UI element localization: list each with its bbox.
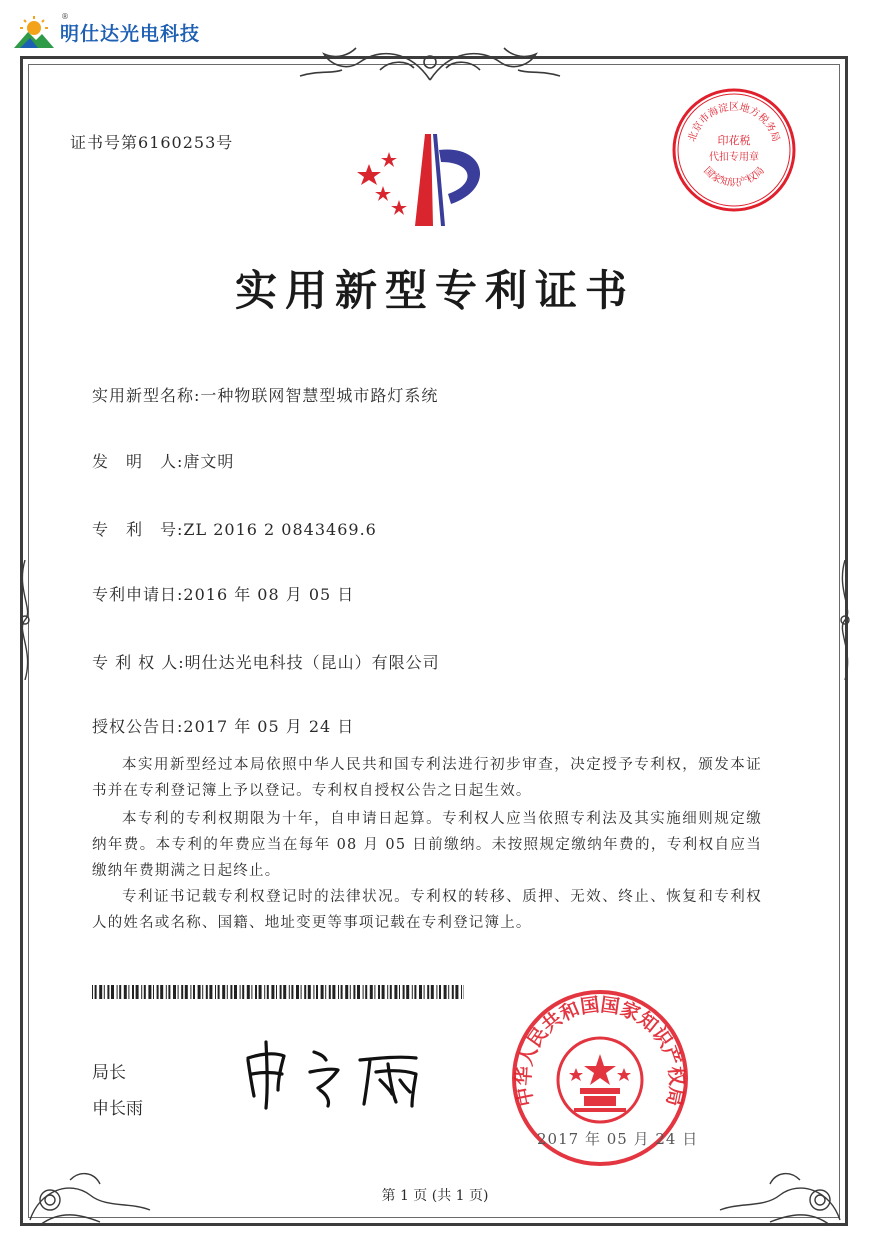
right-side-ornament: [834, 560, 856, 680]
field-label: 实用新型名称:: [92, 386, 201, 405]
barcode-bar: [144, 985, 146, 999]
barcode-bar: [215, 985, 216, 999]
body-paragraph-grant: 本实用新型经过本局依照中华人民共和国专利法进行初步审查，决定授予专利权，颁发本证书并在专利登记簿上予以登记。专利权自授权公告之日起生效。: [92, 757, 762, 799]
field-label: 专 利 权 人:: [92, 653, 185, 672]
barcode-bar: [240, 985, 241, 999]
barcode-bar: [271, 985, 274, 999]
barcode-bar: [193, 985, 195, 999]
barcode-bar: [117, 985, 118, 999]
barcode-bar: [329, 985, 331, 999]
field-publication-date: [92, 714, 354, 737]
registered-mark: ®: [61, 12, 69, 21]
barcode-bar: [301, 985, 302, 999]
certificate-number-value: 6160253: [138, 133, 217, 152]
barcode-bar: [345, 985, 348, 999]
barcode-bar: [119, 985, 121, 999]
barcode-bar: [99, 985, 102, 999]
barcode-bar: [357, 985, 360, 999]
barcode-bar: [166, 985, 167, 999]
barcode-bar: [382, 985, 385, 999]
page-number: 第 1 页 (共 1 页): [381, 1188, 489, 1204]
barcode-bar: [227, 985, 228, 999]
barcode-bar: [230, 985, 232, 999]
barcode-bar: [178, 985, 179, 999]
director-title: 局长: [92, 1063, 126, 1083]
barcode-bar: [406, 985, 409, 999]
field-patent-number: [92, 517, 377, 540]
barcode-bar: [202, 985, 203, 999]
barcode-bar: [198, 985, 201, 999]
barcode-bar: [350, 985, 351, 999]
barcode-bar: [242, 985, 244, 999]
certificate-number-suffix: 号: [216, 133, 234, 152]
barcode-bar: [444, 985, 447, 999]
barcode-bar: [255, 985, 257, 999]
certificate-number-label: 证书号第: [70, 133, 139, 152]
barcode-bar: [234, 985, 237, 999]
barcode-bar: [276, 985, 277, 999]
barcode-bar: [316, 985, 318, 999]
barcode-bar: [452, 985, 454, 999]
field-label: 发 明 人:: [92, 452, 184, 471]
barcode-bar: [332, 985, 335, 999]
barcode-bar: [222, 985, 225, 999]
field-value: 明仕达光电科技（昆山）有限公司: [184, 653, 440, 672]
barcode-bar: [267, 985, 269, 999]
barcode-bar: [157, 985, 159, 999]
barcode-bar: [128, 985, 129, 999]
barcode-bar: [185, 985, 188, 999]
seal-arc-text: 中华人民共和国国家知识产权局: [512, 993, 688, 1109]
barcode-bar: [206, 985, 208, 999]
barcode-bar: [448, 985, 449, 999]
director-signature: [240, 1030, 440, 1110]
svg-text:国家知识产权局: [701, 165, 766, 189]
barcode-bar: [427, 985, 429, 999]
barcode-bar: [132, 985, 134, 999]
field-value: 2017 年 05 月 24 日: [183, 717, 355, 736]
field-value: 唐文明: [183, 452, 235, 471]
barcode-bar: [247, 985, 250, 999]
patent-office-emblem-icon: [355, 130, 500, 230]
barcode-bar: [313, 985, 314, 999]
field-inventor: [92, 449, 234, 472]
barcode-bar: [107, 985, 109, 999]
barcode-bar: [190, 985, 191, 999]
barcode-bar: [111, 985, 114, 999]
barcode-bar: [124, 985, 127, 999]
barcode-bar: [141, 985, 142, 999]
barcode-bar: [365, 985, 367, 999]
barcode-bar: [181, 985, 183, 999]
barcode-bar: [308, 985, 311, 999]
field-value: 一种物联网智慧型城市路灯系统: [200, 386, 439, 405]
barcode-bar: [387, 985, 388, 999]
barcode-bar: [399, 985, 400, 999]
barcode-bar: [363, 985, 364, 999]
barcode-bar: [338, 985, 339, 999]
company-logo: [12, 14, 200, 50]
barcode-bar: [160, 985, 163, 999]
barcode-bar: [325, 985, 326, 999]
barcode-bar: [259, 985, 262, 999]
barcode-bar: [403, 985, 405, 999]
barcode-bar: [394, 985, 397, 999]
barcode-bar: [280, 985, 282, 999]
field-value: 2016 年 08 月 05 日: [183, 585, 355, 604]
barcode-bar: [436, 985, 437, 999]
barcode-bar: [289, 985, 290, 999]
barcode-bar: [419, 985, 422, 999]
tax-stamp-seal: [670, 86, 798, 214]
barcode-bar: [304, 985, 306, 999]
barcode-bar: [378, 985, 380, 999]
barcode-bar: [136, 985, 139, 999]
barcode-bar: [341, 985, 343, 999]
tax-seal-top-text: 北京市海淀区地方税务局: [686, 102, 782, 144]
barcode-bar: [264, 985, 265, 999]
barcode-bar: [296, 985, 299, 999]
seal-date: 2017 年 05 月 24 日: [537, 1130, 699, 1148]
barcode-bar: [353, 985, 355, 999]
barcode-bar: [153, 985, 154, 999]
director-name: 申长雨: [92, 1099, 143, 1119]
barcode-bar: [424, 985, 425, 999]
field-value: ZL 2016 2 0843469.6: [183, 520, 377, 539]
barcode-bar: [148, 985, 151, 999]
barcode-bar: [291, 985, 293, 999]
barcode-bar: [412, 985, 413, 999]
body-paragraph-term: 本专利的专利权期限为十年，自申请日起算。专利权人应当依照专利法及其实施细则规定缴纳年费。本专利的年费应当在每年 08 月 05 日前缴纳。未按照规定缴纳年费的，专利权自应当缴纳年费期满之日起终止。: [92, 811, 762, 879]
barcode-bar: [95, 985, 97, 999]
body-paragraph-legal-status: 专利证书记载专利权登记时的法律状况。专利权的转移、质押、无效、终止、恢复和专利权人的姓名或名称、国籍、地址变更等事项记载在专利登记簿上。: [92, 889, 762, 931]
tax-seal-center-line2: 代扣专用章: [709, 152, 759, 163]
certificate-title: 实用新型专利证书: [234, 266, 635, 315]
tax-seal-center-line1: 印花税: [717, 134, 751, 147]
barcode-bar: [431, 985, 434, 999]
barcode-bar: [218, 985, 220, 999]
top-ornament: [280, 40, 580, 88]
barcode-bar: [370, 985, 373, 999]
barcode-bar: [321, 985, 324, 999]
barcode-bar: [251, 985, 252, 999]
sun-mountain-logo-icon: [12, 14, 56, 50]
barcode-bar: [455, 985, 458, 999]
barcode-bar: [168, 985, 170, 999]
certificate-number: [70, 130, 233, 153]
barcode-bar: [374, 985, 375, 999]
national-emblem-icon: [558, 1038, 642, 1122]
field-label: 专利申请日:: [92, 585, 184, 604]
field-utility-model-name: [92, 383, 438, 406]
field-patentee: [92, 650, 440, 673]
barcode-bar: [414, 985, 416, 999]
field-label: 专 利 号:: [92, 520, 184, 539]
left-side-ornament: [14, 560, 36, 680]
field-filing-date: [92, 582, 354, 605]
company-name: 明仕达光电科技: [60, 22, 201, 45]
barcode-bar: [104, 985, 105, 999]
barcode-bar: [390, 985, 392, 999]
barcode-bar: [283, 985, 286, 999]
barcode: [92, 985, 464, 999]
tax-seal-bottom-text: 国家知识产权局: [701, 165, 767, 189]
field-label: 授权公告日:: [92, 717, 184, 736]
barcode-bar: [439, 985, 441, 999]
barcode-bar: [173, 985, 176, 999]
barcode-bar: [461, 985, 462, 999]
barcode-bar: [92, 985, 93, 999]
barcode-bar: [209, 985, 212, 999]
